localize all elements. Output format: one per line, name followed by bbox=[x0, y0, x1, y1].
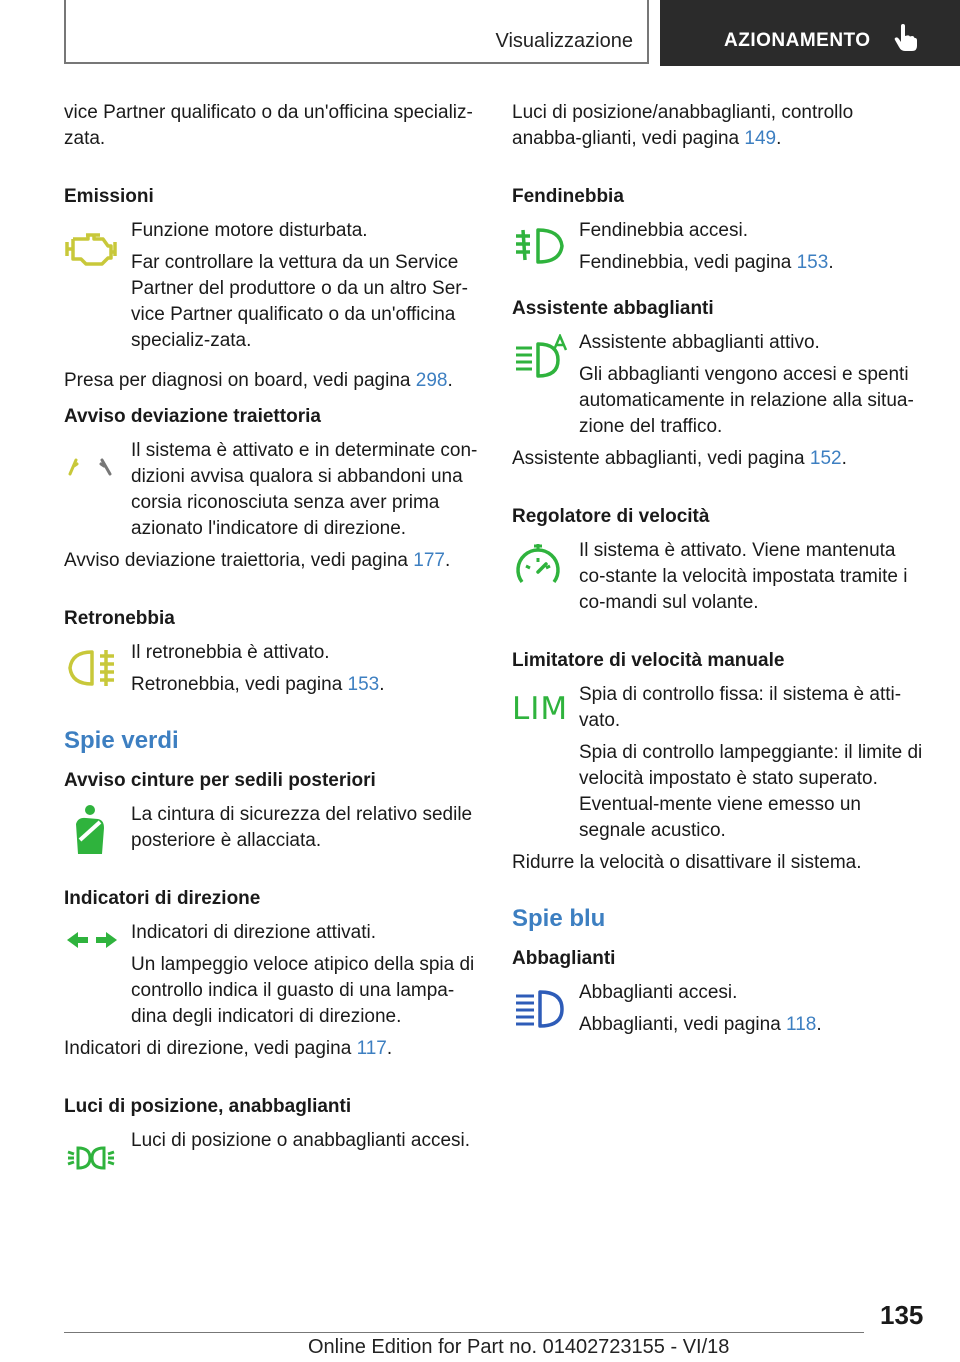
limitatore-heading: Limitatore di velocità manuale bbox=[512, 650, 785, 671]
fendinebbia-reference bbox=[579, 250, 926, 276]
indicatori-line-1: Indicatori di direzione attivati. bbox=[131, 922, 377, 943]
abbaglianti-ref-end: . bbox=[816, 1014, 822, 1035]
high-beam-icon bbox=[512, 984, 568, 1034]
limitatore-line-3: Ridurre la velocità o disattivare il sistema. bbox=[512, 852, 862, 873]
right-intro bbox=[512, 100, 926, 152]
abbaglianti-page-link[interactable]: 118 bbox=[786, 1014, 817, 1035]
left-column bbox=[64, 100, 478, 1160]
avviso-deviazione-page-link[interactable]: 177 bbox=[413, 550, 445, 571]
emissioni-line-1: Funzione motore disturbata. bbox=[131, 220, 368, 241]
cinture-entry bbox=[64, 802, 478, 854]
abbaglianti-reference bbox=[579, 1012, 926, 1038]
indicatori-ref-end: . bbox=[386, 1038, 393, 1059]
retronebbia-entry bbox=[64, 640, 478, 698]
high-beam-assist-icon bbox=[512, 334, 568, 384]
right-intro-page-link[interactable]: 149 bbox=[744, 128, 777, 149]
seatbelt-icon bbox=[64, 802, 120, 852]
assistente-reference bbox=[512, 446, 926, 472]
indicatori-reference bbox=[64, 1036, 478, 1062]
page-number: 135 bbox=[880, 1300, 924, 1330]
luci-posizione-entry bbox=[64, 1128, 478, 1154]
assistente-page-link[interactable]: 152 bbox=[809, 448, 842, 469]
fendinebbia-page-link[interactable]: 153 bbox=[796, 252, 829, 273]
cinture-heading: Avviso cinture per sedili posteriori bbox=[64, 770, 376, 791]
avviso-deviazione-ref-end: . bbox=[444, 550, 451, 571]
front-fog-light-icon bbox=[512, 222, 568, 272]
header-chapter-title: AZIONAMENTO bbox=[724, 30, 871, 51]
avviso-deviazione-ref-text: Avviso deviazione traiettoria, vedi pagina bbox=[64, 550, 414, 571]
footer-edition: Online Edition for Part no. 01402723155 - VI/18 bbox=[308, 1336, 730, 1358]
fendinebbia-line-1: Fendinebbia accesi. bbox=[579, 220, 748, 241]
assistente-ref-text: Assistente abbaglianti, vedi pagina bbox=[512, 448, 810, 469]
abbaglianti-ref-text: Abbaglianti, vedi pagina bbox=[579, 1014, 787, 1035]
assistente-entry bbox=[512, 330, 926, 440]
abbaglianti-heading: Abbaglianti bbox=[512, 948, 616, 969]
fendinebbia-ref-end: . bbox=[828, 252, 834, 273]
assistente-line-1: Assistente abbaglianti attivo. bbox=[579, 332, 820, 353]
abbaglianti-line-1: Abbaglianti accesi. bbox=[579, 982, 738, 1003]
emissioni-line-2: Far controllare la vettura da un Service Partner del produttore o da un altro Ser-vice Partner qualificato o da un'officina specializ-zata. bbox=[131, 252, 468, 351]
emissioni-ref-text: Presa per diagnosi on board, vedi pagina bbox=[64, 370, 416, 391]
regolatore-heading: Regolatore di velocità bbox=[512, 506, 710, 527]
retronebbia-reference bbox=[131, 672, 478, 698]
emissioni-reference bbox=[64, 368, 478, 394]
fendinebbia-ref-text: Fendinebbia, vedi pagina bbox=[579, 252, 797, 273]
avviso-deviazione-reference bbox=[64, 548, 478, 574]
indicatori-line-2: Un lampeggio veloce atipico della spia di controllo indica il guasto di una lampa-dina degli indicatori di direzione. bbox=[131, 954, 475, 1027]
retronebbia-ref-text: Retronebbia, vedi pagina bbox=[131, 674, 348, 695]
indicatori-heading: Indicatori di direzione bbox=[64, 888, 261, 909]
turn-signal-icon bbox=[64, 924, 120, 974]
assistente-line-2: Gli abbaglianti vengono accesi e spenti automaticamente in relazione alla situa-zione del traffico. bbox=[579, 364, 914, 437]
spie-blu-heading: Spie blu bbox=[512, 905, 606, 932]
assistente-heading: Assistente abbaglianti bbox=[512, 298, 714, 319]
luci-posizione-line-1: Luci di posizione o anabbaglianti accesi. bbox=[131, 1130, 471, 1151]
avviso-deviazione-line-1: Il sistema è attivato e in determinate con-dizioni avvisa qualora si abbandoni una corsia riconosciuta senza aver prima azionato l'indicatore di direzione. bbox=[131, 440, 478, 539]
abbaglianti-entry bbox=[512, 980, 926, 1038]
right-column bbox=[512, 100, 926, 1044]
engine-check-icon bbox=[64, 222, 120, 272]
retronebbia-page-link[interactable]: 153 bbox=[347, 674, 380, 695]
header-section-box bbox=[64, 0, 649, 64]
indicatori-ref-text: Indicatori di direzione, vedi pagina bbox=[64, 1038, 357, 1059]
indicatori-entry bbox=[64, 920, 478, 1030]
footer-divider bbox=[64, 1332, 864, 1333]
emissioni-entry bbox=[64, 218, 478, 354]
fendinebbia-heading: Fendinebbia bbox=[512, 186, 624, 207]
limitatore-line-2: Spia di controllo lampeggiante: il limite di velocità impostato è stato superato. Eventual-mente viene emesso un segnale acustico. bbox=[579, 742, 923, 841]
lane-departure-icon bbox=[64, 442, 120, 492]
pointing-hand-icon bbox=[894, 24, 918, 52]
limitatore-entry bbox=[512, 682, 926, 844]
retronebbia-heading: Retronebbia bbox=[64, 608, 175, 629]
emissioni-ref-end: . bbox=[447, 370, 453, 391]
regolatore-entry bbox=[512, 538, 926, 616]
spie-verdi-heading: Spie verdi bbox=[64, 727, 179, 754]
luci-posizione-heading: Luci di posizione, anabbaglianti bbox=[64, 1096, 352, 1117]
header-section-title: Visualizzazione bbox=[495, 30, 633, 52]
emissioni-page-link[interactable]: 298 bbox=[415, 370, 448, 391]
avviso-deviazione-entry bbox=[64, 438, 478, 542]
cruise-control-icon bbox=[512, 542, 568, 592]
assistente-ref-end: . bbox=[841, 448, 847, 469]
left-intro-text: vice Partner qualificato o da un'officina specializ-zata. bbox=[64, 102, 473, 149]
retronebbia-line-1: Il retronebbia è attivato. bbox=[131, 642, 330, 663]
avviso-deviazione-heading: Avviso deviazione traiettoria bbox=[64, 406, 321, 427]
right-intro-text: Luci di posizione/anabbaglianti, controllo anabba-glianti, vedi pagina bbox=[512, 102, 854, 149]
indicatori-page-link[interactable]: 117 bbox=[356, 1038, 387, 1059]
speed-limiter-icon bbox=[512, 684, 568, 734]
retronebbia-ref-end: . bbox=[379, 674, 385, 695]
limitatore-line-1: Spia di controllo fissa: il sistema è atti-vato. bbox=[579, 684, 902, 731]
header-chapter-tab[interactable] bbox=[660, 0, 960, 66]
emissioni-heading: Emissioni bbox=[64, 186, 154, 207]
regolatore-line-1: Il sistema è attivato. Viene mantenuta co-stante la velocità impostata tramite i co-mandi sul volante. bbox=[579, 540, 908, 613]
cinture-line-1: La cintura di sicurezza del relativo sedile posteriore è allacciata. bbox=[131, 804, 473, 851]
right-intro-end: . bbox=[776, 128, 782, 149]
fendinebbia-entry bbox=[512, 218, 926, 276]
speed-limiter-icon-text: LIM bbox=[512, 691, 569, 727]
parking-lights-icon bbox=[64, 1132, 120, 1182]
rear-fog-light-icon bbox=[64, 644, 120, 694]
